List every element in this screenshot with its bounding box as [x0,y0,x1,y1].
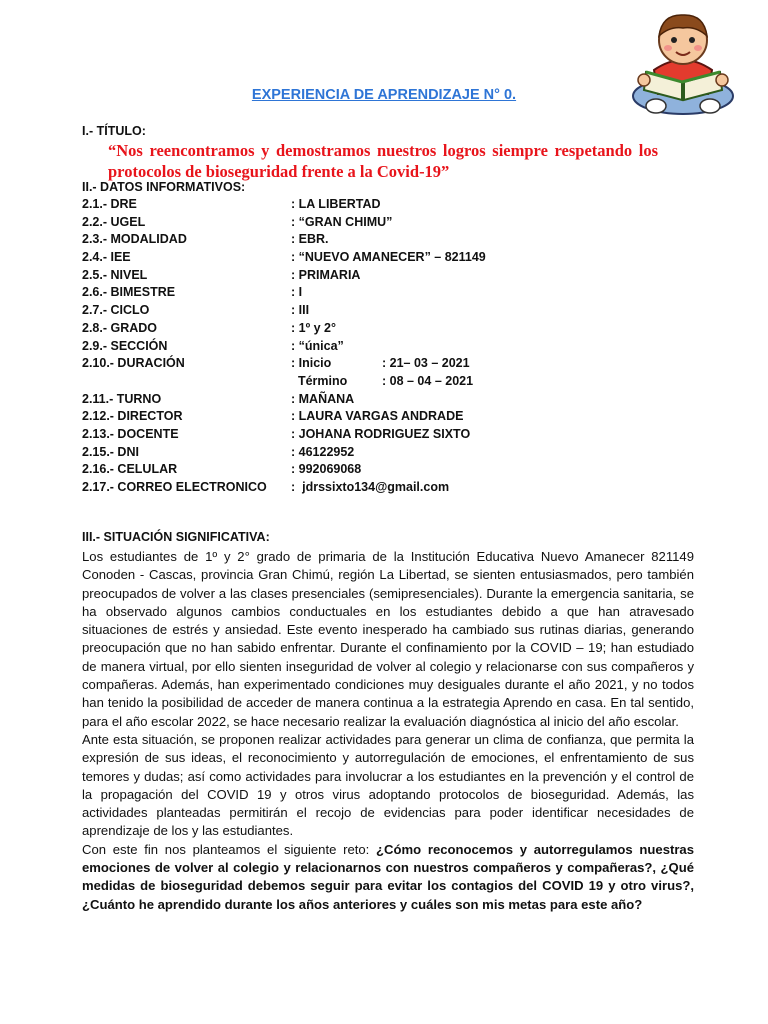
paragraph-context: Los estudiantes de 1º y 2° grado de primaria de la Institución Educativa Nuevo Amanecer 821149 Conoden - Cascas, provincia Gran Chimú, región La Libertad, se sienten entusiasmados, pero también preocupados de volver a las clases presenciales (semipresenciales). Durante la emergencia sanitaria, se ha observado algunos cambios conductuales en los estudiantes debido a que han atravesado situaciones de estrés y ansiedad. Este evento inesperado ha cambiado sus rutinas diarias, generando preocupación que no han sabido enfrentar. Durante el confinamiento por la COVID – 19; han estudiado de manera virtual, por ello sienten inseguridad de volver al colegio y relacionarse con sus compañeros y compañeras. Además, han experimentado condiciones muy desiguales durante el año 2021, y no todos han tenido la posibilidad de acceder de manera continua a la estrategia Aprendo en casa. En tal sentido, para el año escolar 2022, se hace necesario realizar la evaluación diagnóstica al inicio del año escolar. [82,549,694,729]
document-heading: EXPERIENCIA DE APRENDIZAJE N° 0. [251,87,517,103]
section-datos-informativos: II.- DATOS INFORMATIVOS: [82,180,246,194]
data-row: 2.4.- IEE : “NUEVO AMANECER” – 821149 [82,250,486,265]
data-row: 2.9.- SECCIÓN : “única” [82,338,344,353]
data-row: 2.17.- CORREO ELECTRONICO : jdrssixto134@gmail.com [82,480,450,494]
datos-informativos-list [82,197,682,498]
data-row: 2.3.- MODALIDAD : EBR. [82,232,329,247]
data-row: 2.6.- BIMESTRE : I [82,285,303,300]
data-row: 2.5.- NIVEL : PRIMARIA [82,267,361,282]
data-row: 2.12.- DIRECTOR : LAURA VARGAS ANDRADE [82,409,464,424]
section-title-label: I.- TÍTULO: [82,124,146,138]
paragraph-challenge: Con este fin nos planteamos el siguiente reto: ¿Cómo reconocemos y autorregulamos nuestras emociones de volver al colegio y relacionarnos con nuestros compañeros y compañeras?, ¿Qué medidas de bioseguridad debemos seguir para evitar los contagios del COVID 19 y otro virus?, ¿Cuánto he aprendido durante los años anteriores y cuáles son mis metas para este año? [82,841,694,912]
child-reading-book-icon [624,10,742,120]
data-row: 2.15.- DNI : 46122952 [82,444,355,459]
data-row: 2.10.- DURACIÓN : Inicio : 21– 03 – 2021 [82,356,470,371]
experience-title-quote: “Nos reencontramos y demostramos nuestros logros siempre respetando los protocolos de bioseguridad frente a la Covid-19” [108,141,658,181]
paragraph-proposal: Ante esta situación, se proponen realizar actividades para generar un clima de confianza, que permita la expresión de sus ideas, el reconocimiento y autorregulación de emociones, el enfrentamiento de sus temores y dudas; así como actividades para involucrar a los estudiantes en la prevención y el control de la propagación del COVID 19 y otros virus adoptando protocolos de bioseguridad. Además, las actividades planteadas permitirán el recojo de evidencias para poder identificar necesidades de aprendizaje de los y las estudiantes. [82,731,694,839]
data-row: 2.13.- DOCENTE : JOHANA RODRIGUEZ SIXTO [82,426,471,441]
data-row: 2.2.- UGEL : “GRAN CHIMU” [82,214,393,229]
data-row: 2.7.- CICLO : III [82,303,310,318]
data-row: 2.1.- DRE : LA LIBERTAD [82,197,381,211]
data-row: 2.8.- GRADO : 1º y 2° [82,320,337,335]
data-row: 2.11.- TURNO : MAÑANA [82,391,355,406]
section-situacion-significativa: III.- SITUACIÓN SIGNIFICATIVA: [82,530,270,544]
challenge-questions: ¿Cómo reconocemos y autorregulamos nuestras emociones de volver al colegio y relacionarnos con nuestros compañeros y compañeras?, ¿Qué medidas de bioseguridad debemos seguir para evitar los contagios del COVID 19 y otro virus?, ¿Cuánto he aprendido durante los años anteriores y cuáles son mis metas para este año? [82,841,694,912]
data-row: 2.16.- CELULAR : 992069068 [82,462,362,477]
data-row: Término : 08 – 04 – 2021 [291,373,474,388]
situacion-significativa-body [82,548,694,914]
